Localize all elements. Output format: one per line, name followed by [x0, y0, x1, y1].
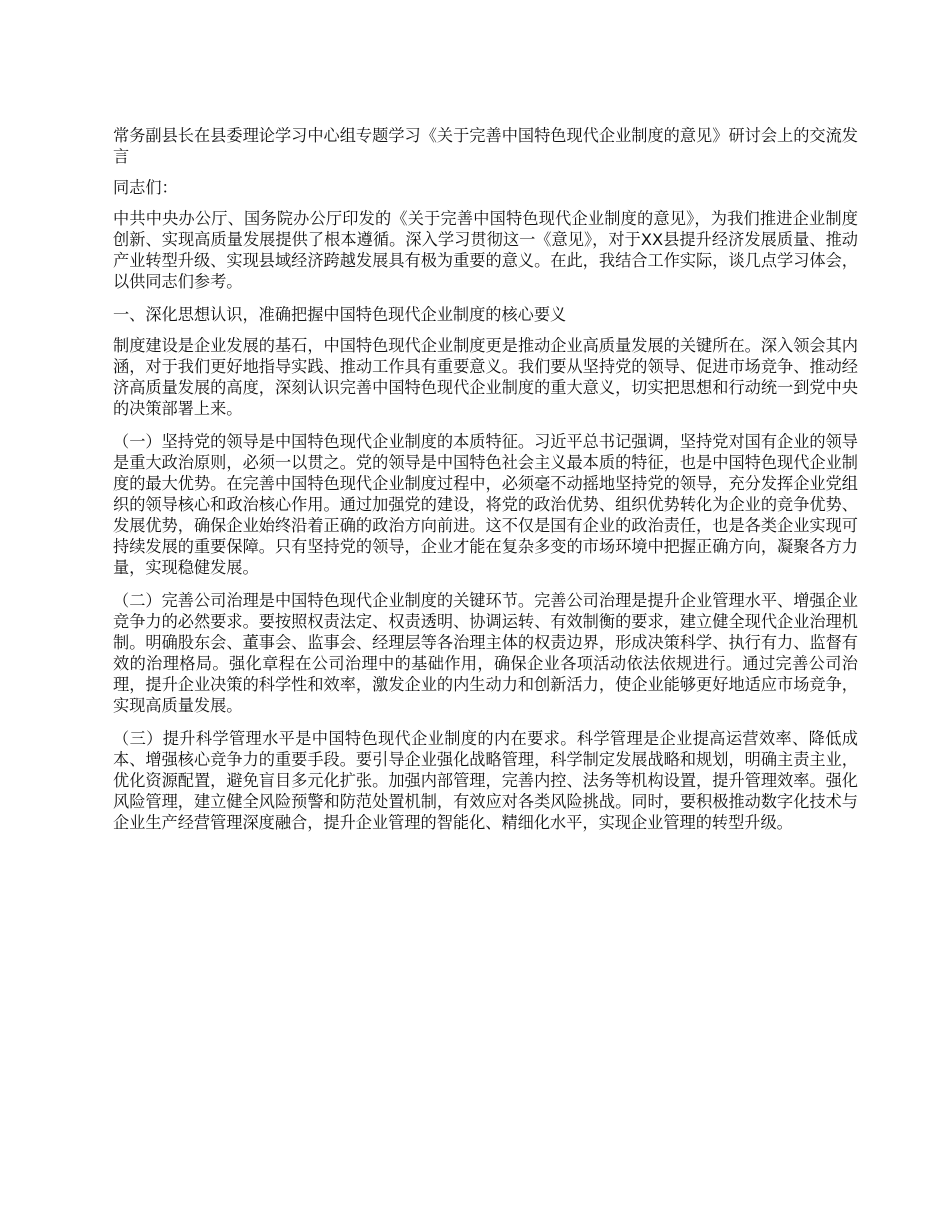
paragraph-point-1: （一）坚持党的领导是中国特色现代企业制度的本质特征。习近平总书记强调，坚持党对国有企业的领导是重大政治原则，必须一以贯之。党的领导是中国特色社会主义最本质的特征，也是中国特色现代企业制度的最大优势。在完善中国特色现代企业制度过程中，必须毫不动摇地坚持党的领导，充分发挥企业党组织的领导核心和政治核心作用。通过加强党的建设，将党的政治优势、组织优势转化为企业的竞争优势、发展优势，确保企业始终沿着正确的政治方向前进。这不仅是国有企业的政治责任，也是各类企业实现可持续发展的重要保障。只有坚持党的领导，企业才能在复杂多变的市场环境中把握正确方向，凝聚各方力量，实现稳健发展。 [113, 432, 858, 577]
paragraph-point-3: （三）提升科学管理水平是中国特色现代企业制度的内在要求。科学管理是企业提高运营效率、降低成本、增强核心竞争力的重要手段。要引导企业强化战略管理，科学制定发展战略和规划，明确主责主业，优化资源配置，避免盲目多元化扩张。加强内部管理，完善内控、法务等机构设置，提升管理效率。强化风险管理，建立健全风险预警和防范处置机制，有效应对各类风险挑战。同时，要积极推动数字化技术与企业生产经营管理深度融合，提升企业管理的智能化、精细化水平，实现企业管理的转型升级。 [113, 729, 858, 832]
paragraph-point-2: （二）完善公司治理是中国特色现代企业制度的关键环节。完善公司治理是提升企业管理水平、增强企业竞争力的必然要求。要按照权责法定、权责透明、协调运转、有效制衡的要求，建立健全现代企业治理机制。明确股东会、董事会、监事会、经理层等各治理主体的权责边界，形成决策科学、执行有力、监督有效的治理格局。强化章程在公司治理中的基础作用，确保企业各项活动依法依规进行。通过完善公司治理，提升企业决策的科学性和效率，激发企业的内生动力和创新活力，使企业能够更好地适应市场竞争，实现高质量发展。 [113, 591, 858, 715]
section-heading: 一、深化思想认识，准确把握中国特色现代企业制度的核心要义 [113, 305, 567, 324]
paragraph-section-intro: 制度建设是企业发展的基石，中国特色现代企业制度更是推动企业高质量发展的关键所在。深入领会其内涵，对于我们更好地指导实践、推动工作具有重要意义。我们要从坚持党的领导、促进市场竞争、推动经济高质量发展的高度，深刻认识完善中国特色现代企业制度的重大意义，切实把思想和行动统一到党中央的决策部署上来。 [113, 336, 858, 418]
paragraph-intro: 中共中央办公厅、国务院办公厅印发的《关于完善中国特色现代企业制度的意见》，为我们推进企业制度创新、实现高质量发展提供了根本遵循。深入学习贯彻这一《意见》，对于XX县提升经济发展质量、推动产业转型升级、实现县域经济跨越发展具有极为重要的意义。在此，我结合工作实际，谈几点学习体会，以供同志们参考。 [113, 209, 858, 291]
document-body [113, 125, 858, 845]
document-title: 常务副县长在县委理论学习中心组专题学习《关于完善中国特色现代企业制度的意见》研讨会上的交流发言 [113, 126, 858, 166]
greeting: 同志们： [113, 178, 178, 197]
